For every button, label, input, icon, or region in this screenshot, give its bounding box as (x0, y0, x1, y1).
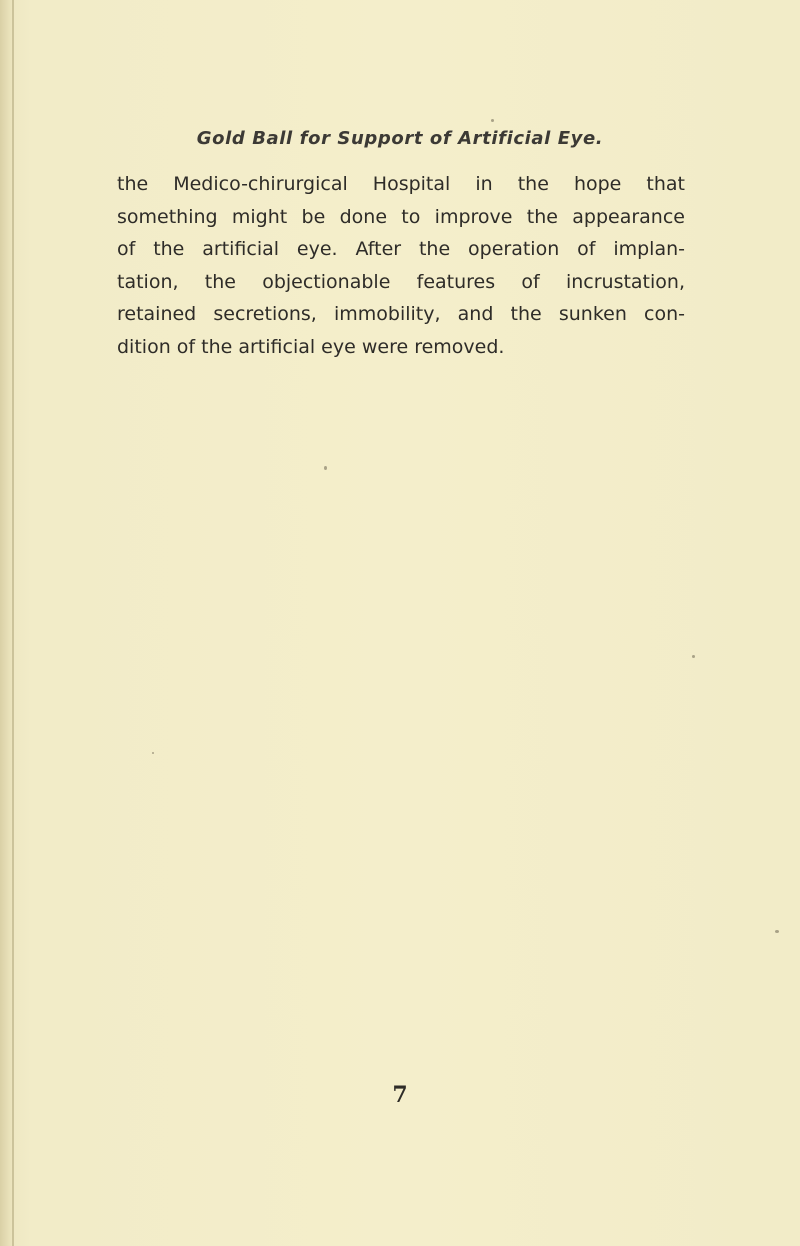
body-paragraph (117, 168, 685, 363)
text-line: tation, the objectionable features of incrustation, (117, 270, 685, 293)
text-line: something might be done to improve the appearance (117, 205, 685, 228)
paper-speck (491, 119, 494, 122)
text-line: the Medico-chirurgical Hospital in the hope that (117, 173, 685, 195)
page-number: 7 (392, 1082, 408, 1108)
text-line: of the artificial eye. After the operation of implan- (117, 238, 685, 260)
running-head: Gold Ball for Support of Artificial Eye. (196, 128, 604, 149)
paper-speck (692, 655, 695, 658)
text-line: retained secretions, immobility, and the sunken con- (117, 303, 685, 325)
text-line: dition of the artificial eye were removed. (117, 335, 505, 358)
paper-speck (775, 930, 779, 933)
paper-speck (152, 752, 154, 754)
binding-line (12, 0, 14, 1246)
paper-speck (324, 466, 327, 470)
